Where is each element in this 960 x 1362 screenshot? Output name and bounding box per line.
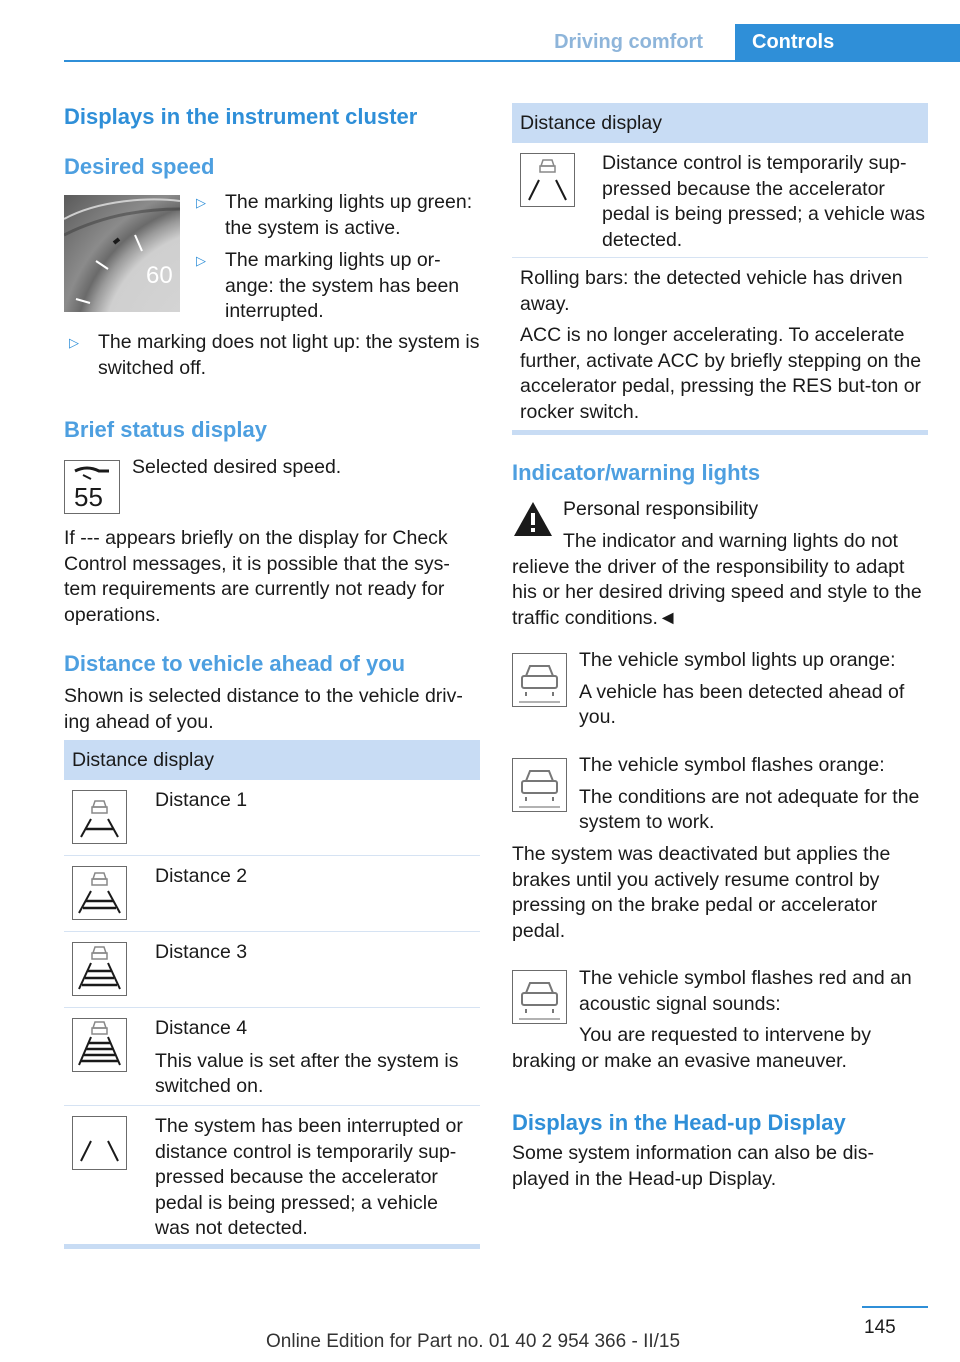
vehicle-flashing-red-icon <box>512 970 567 1024</box>
distance-off-label: The system has been interrupted or distance control is temporarily sup-pressed because the accelerator pedal is being pressed; a vehicle was not detected. <box>155 1115 463 1239</box>
distance-detected-label: Distance control is temporarily sup-pressed because the accelerator pedal is being pressed; a vehicle was detected. <box>602 152 926 251</box>
edition-text: Online Edition for Part no. 01 40 2 954 366 - II/15 <box>266 1331 681 1352</box>
header-tab-controls[interactable]: Controls <box>735 24 960 61</box>
vehicle-flashing-orange-text: The vehicle symbol flashes orange: The conditions are not adequate for the system to work. <box>579 754 920 833</box>
footer-rule <box>862 1306 928 1308</box>
distance-intro: Shown is selected distance to the vehicle driv-ing ahead of you. <box>64 685 463 733</box>
page-header <box>64 24 960 62</box>
distance-2-icon <box>72 866 127 920</box>
distance-3-icon <box>72 942 127 996</box>
vehicle-red-line1: The vehicle symbol flashes red and an acoustic signal sounds: <box>579 967 912 1015</box>
page-number: 145 <box>864 1317 896 1338</box>
acc-text: ACC is no longer accelerating. To accelerate further, activate ACC by briefly stepping on the accelerator pedal, pressing the RES but-ton or rocker switch. <box>520 324 922 423</box>
distance-heading: Distance to vehicle ahead of you <box>64 651 406 676</box>
distance-detected-icon <box>520 153 575 207</box>
speedometer-image <box>64 195 180 312</box>
table-header: Distance display <box>512 103 928 143</box>
bullet-item: ▷ The marking does not light up: the system is switched off. <box>69 331 480 379</box>
warning-title: Personal responsibility <box>563 498 759 520</box>
rolling-bars-text: Rolling bars: the detected vehicle has driven away. <box>520 267 903 315</box>
distance-table <box>64 740 480 1249</box>
svg-text:55: 55 <box>74 482 103 512</box>
deactivated-text: The system was deactivated but applies the brakes until you actively resume control by pressing on the brake pedal or accelerator pedal. <box>512 843 891 942</box>
brief-status-desc: Selected desired speed. <box>132 456 342 478</box>
table-row <box>64 1106 480 1244</box>
page-title: Displays in the instrument cluster <box>64 104 418 129</box>
distance-1-label: Distance 1 <box>155 789 248 811</box>
bullet-item: ▷ The marking lights up green: the system is active. <box>196 191 473 239</box>
table-row <box>512 143 928 258</box>
triangle-bullet-icon: ▷ <box>196 195 206 210</box>
bullet-item: ▷ The marking lights up or-ange: the system has been interrupted. <box>196 249 460 322</box>
table-row <box>64 932 480 1008</box>
distance-4-icon <box>72 1018 127 1072</box>
hud-heading: Displays in the Head-up Display <box>512 1110 846 1135</box>
hud-text: Some system information can also be dis-played in the Head-up Display. <box>512 1142 874 1190</box>
distance-2-label: Distance 2 <box>155 865 248 887</box>
desired-speed-heading: Desired speed <box>64 154 215 179</box>
table-footer-bar <box>512 430 928 435</box>
triangle-bullet-icon: ▷ <box>69 335 79 350</box>
brief-status-heading: Brief status display <box>64 417 267 442</box>
speed-55-icon <box>64 460 120 514</box>
vehicle-orange-text: The vehicle symbol lights up orange: A vehicle has been detected ahead of you. <box>579 649 905 728</box>
distance-table-continued <box>512 103 928 435</box>
desired-speed-bullets-a <box>191 190 481 325</box>
table-row <box>64 1008 480 1106</box>
warning-text: The indicator and warning lights do not relieve the driver of the responsibility to adapt his or her desired driving speed and style to the traffic conditions.◄ <box>512 530 922 629</box>
distance-off-icon <box>72 1116 127 1170</box>
distance-4-label: Distance 4 This value is set after the system is switched on. <box>155 1017 459 1097</box>
triangle-bullet-icon: ▷ <box>196 253 206 268</box>
vehicle-orange-icon <box>512 653 567 707</box>
distance-3-label: Distance 3 <box>155 941 248 963</box>
vehicle-red-line2: You are requested to intervene by braking or make an evasive maneuver. <box>512 1024 871 1072</box>
table-row <box>64 856 480 932</box>
brief-status-note: If --- appears briefly on the display for Check Control messages, it is possible that the sys-tem requirements are currently not ready for operations. <box>64 527 450 626</box>
table-row <box>64 780 480 856</box>
speedo-number: 60 <box>146 262 173 289</box>
vehicle-flashing-orange-icon <box>512 758 567 812</box>
distance-1-icon <box>72 790 127 844</box>
desired-speed-bullets-b <box>64 330 480 381</box>
header-section[interactable]: Driving comfort <box>554 31 703 53</box>
table-footer-bar <box>64 1244 480 1249</box>
table-row <box>512 258 928 430</box>
indicator-heading: Indicator/warning lights <box>512 460 761 485</box>
table-header: Distance display <box>64 740 480 780</box>
